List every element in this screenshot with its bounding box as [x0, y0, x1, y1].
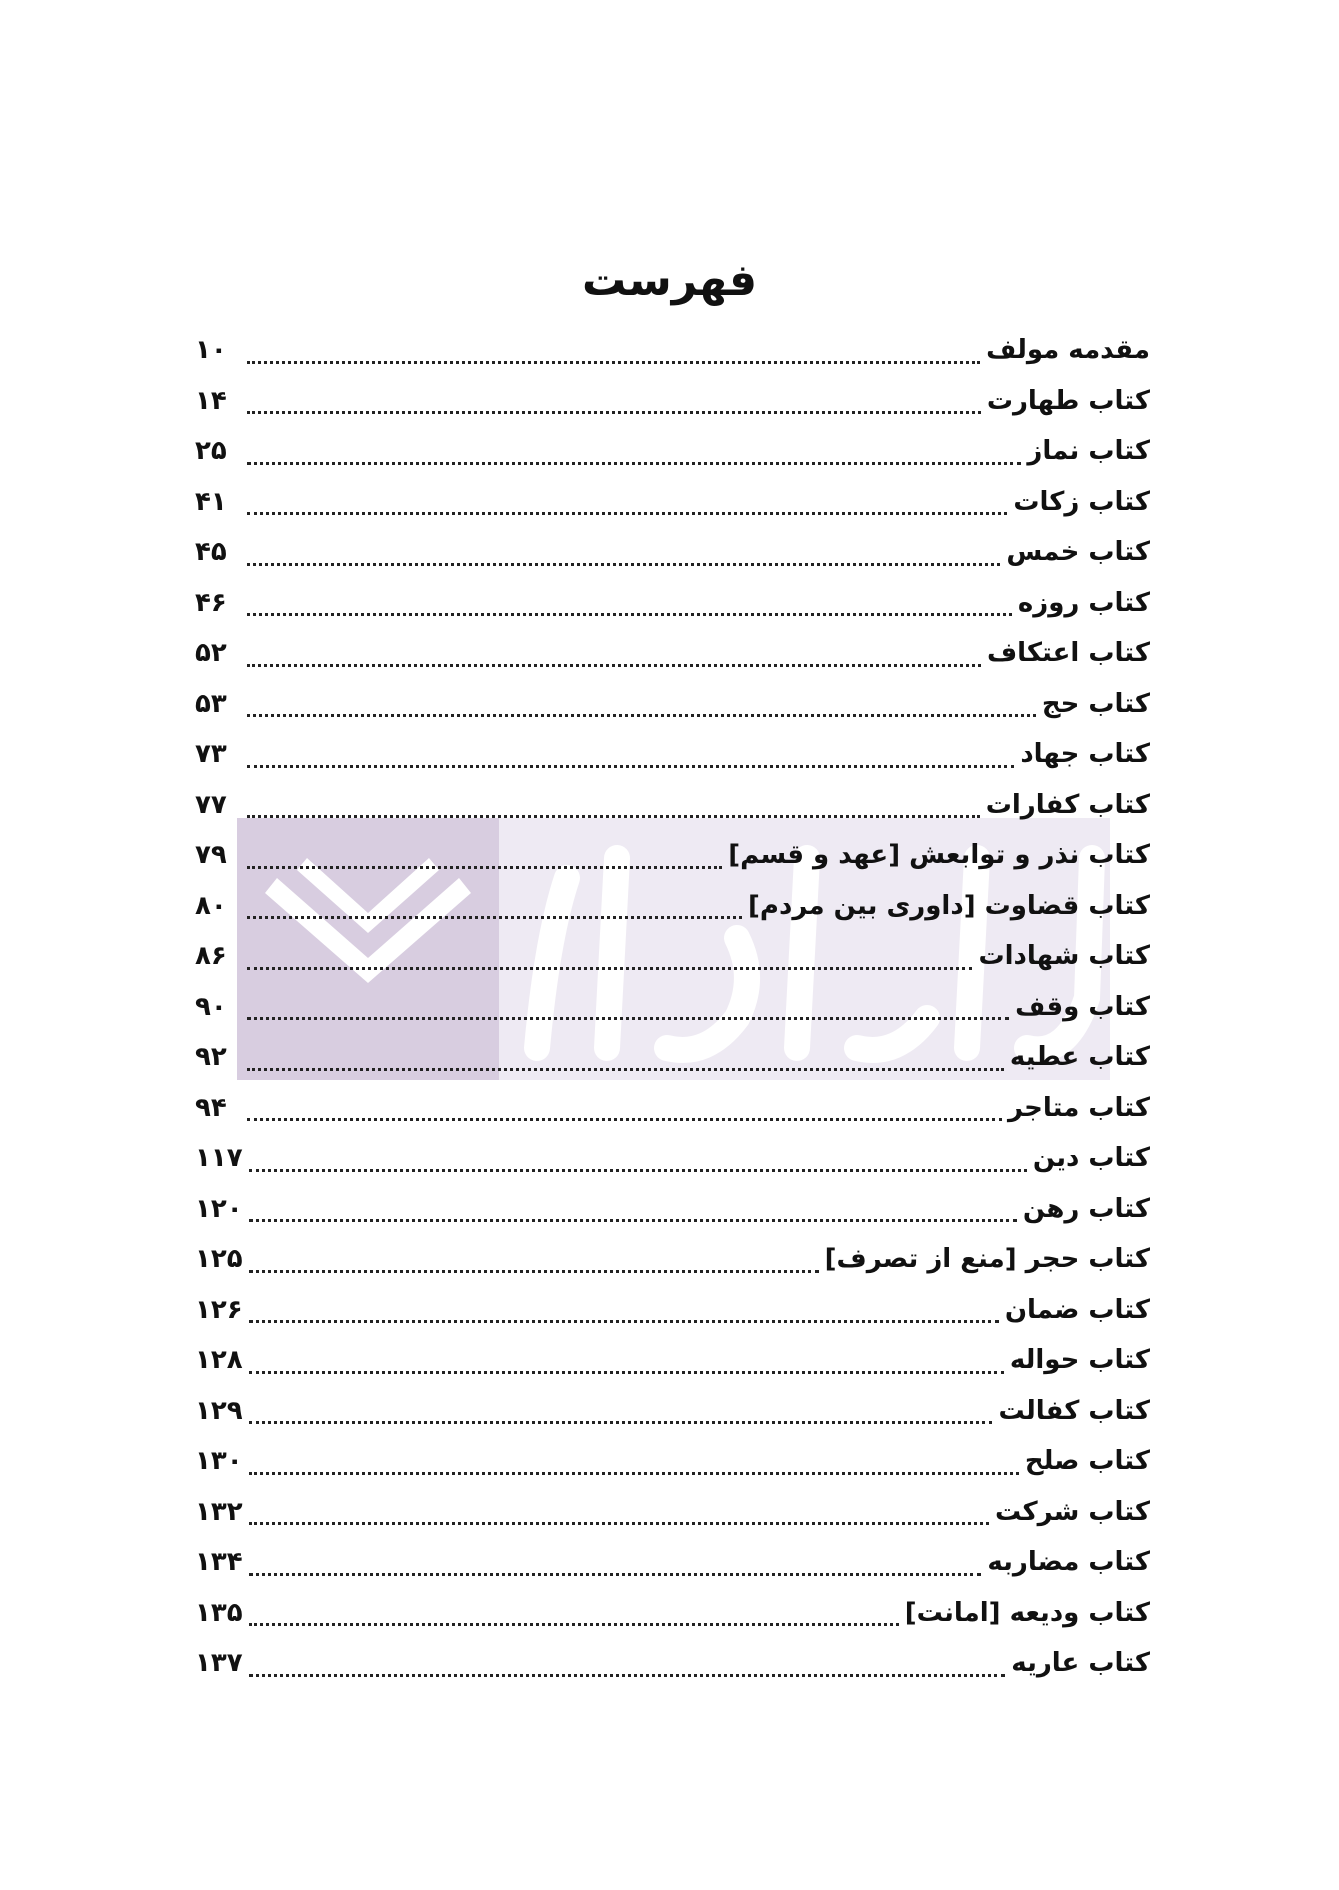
toc-entry-title: کتاب اعتکاف [986, 638, 1150, 669]
toc-entry-title: کتاب حجر [منع از تصرف] [824, 1244, 1150, 1275]
toc-entry-title: کتاب حواله [1009, 1345, 1150, 1376]
toc-leader-dots [247, 916, 742, 919]
toc-entry-title: کتاب جهاد [1020, 739, 1150, 770]
toc-row [195, 729, 1150, 780]
toc-entry-page: ۱۲۸ [195, 1345, 243, 1376]
toc-entry-title: کتاب خمس [1006, 537, 1150, 568]
toc-row [195, 931, 1150, 982]
toc-leader-dots [247, 613, 1012, 616]
toc-leader-dots [247, 866, 722, 869]
toc-row [195, 982, 1150, 1033]
toc-entry-title: کتاب وقف [1015, 991, 1150, 1022]
toc-entry-page: ۱۲۶ [195, 1294, 243, 1325]
toc-entry-page: ۹۴ [195, 1092, 227, 1123]
toc-row [195, 1487, 1150, 1538]
toc-entry-page: ۱۲۹ [195, 1395, 243, 1426]
toc-leader-dots [247, 361, 980, 364]
toc-entry-page: ۱۳۷ [195, 1648, 243, 1679]
toc-entry-page: ۹۰ [195, 991, 227, 1022]
toc-leader-dots [249, 1421, 993, 1424]
toc-entry-page: ۱۳۰ [195, 1446, 243, 1477]
toc-row [195, 376, 1150, 427]
toc-entry-page: ۵۲ [195, 638, 227, 669]
toc-entry-page: ۱۴ [195, 385, 227, 416]
toc-leader-dots [247, 967, 972, 970]
toc-entry-title: کتاب ضمان [1004, 1294, 1150, 1325]
toc-leader-dots [249, 1472, 1019, 1475]
toc-entry-page: ۵۳ [195, 688, 227, 719]
toc-entry-page: ۷۷ [195, 789, 227, 820]
toc-entry-title: کتاب روزه [1017, 587, 1150, 618]
toc-entry-title: کتاب کفارات [985, 789, 1150, 820]
toc-entry-page: ۱۰ [195, 335, 227, 366]
toc-entry-page: ۷۹ [195, 840, 227, 871]
toc-leader-dots [249, 1320, 999, 1323]
toc-leader-dots [249, 1169, 1027, 1172]
toc-row [195, 881, 1150, 932]
toc-leader-dots [249, 1371, 1004, 1374]
page-title: فهرست [581, 255, 758, 306]
toc-row [195, 1285, 1150, 1336]
toc-leader-dots [247, 1017, 1009, 1020]
toc-leader-dots [247, 563, 1000, 566]
toc-entry-title: کتاب صلح [1024, 1446, 1150, 1477]
toc-row [195, 628, 1150, 679]
toc-leader-dots [247, 512, 1007, 515]
toc-leader-dots [247, 765, 1014, 768]
toc-entry-page: ۱۳۴ [195, 1547, 243, 1578]
toc-row [195, 527, 1150, 578]
table-of-contents [195, 325, 1150, 1689]
toc-row [195, 1335, 1150, 1386]
toc-row [195, 1032, 1150, 1083]
toc-row [195, 578, 1150, 629]
toc-row [195, 1184, 1150, 1235]
toc-leader-dots [247, 1118, 1002, 1121]
toc-entry-title: مقدمه مولف [986, 335, 1150, 366]
toc-entry-page: ۸۶ [195, 941, 227, 972]
toc-leader-dots [247, 411, 981, 414]
toc-entry-title: کتاب عطیه [1009, 1042, 1150, 1073]
toc-leader-dots [247, 1068, 1004, 1071]
toc-row [195, 1588, 1150, 1639]
toc-entry-page: ۴۵ [195, 537, 227, 568]
toc-entry-page: ۷۳ [195, 739, 227, 770]
toc-row [195, 1386, 1150, 1437]
toc-leader-dots [247, 815, 980, 818]
toc-row [195, 1133, 1150, 1184]
toc-entry-title: کتاب شهادات [978, 941, 1150, 972]
toc-entry-title: کتاب قضاوت [داوری بین مردم] [748, 890, 1150, 921]
toc-row [195, 1436, 1150, 1487]
toc-entry-title: کتاب رهن [1022, 1193, 1150, 1224]
toc-row [195, 1234, 1150, 1285]
toc-row [195, 1537, 1150, 1588]
toc-entry-title: کتاب متاجر [1007, 1092, 1150, 1123]
toc-entry-title: کتاب نذر و توابعش [عهد و قسم] [728, 840, 1150, 871]
toc-leader-dots [249, 1674, 1006, 1677]
toc-entry-page: ۱۲۵ [195, 1244, 243, 1275]
toc-entry-title: کتاب حج [1041, 688, 1150, 719]
toc-entry-title: کتاب ودیعه [امانت] [904, 1597, 1150, 1628]
toc-entry-title: کتاب زکات [1013, 486, 1150, 517]
toc-entry-page: ۱۳۵ [195, 1597, 243, 1628]
toc-row [195, 780, 1150, 831]
toc-entry-page: ۴۱ [195, 486, 227, 517]
toc-entry-page: ۴۶ [195, 587, 227, 618]
toc-row [195, 1083, 1150, 1134]
toc-entry-title: کتاب شرکت [994, 1496, 1150, 1527]
toc-entry-title: کتاب مضاربه [987, 1547, 1150, 1578]
toc-leader-dots [247, 714, 1036, 717]
toc-row [195, 325, 1150, 376]
toc-leader-dots [249, 1522, 989, 1525]
toc-row [195, 679, 1150, 730]
toc-leader-dots [247, 664, 981, 667]
toc-row [195, 830, 1150, 881]
toc-entry-page: ۱۳۲ [195, 1496, 243, 1527]
toc-leader-dots [249, 1623, 899, 1626]
toc-row [195, 477, 1150, 528]
toc-entry-title: کتاب دین [1032, 1143, 1150, 1174]
toc-leader-dots [249, 1270, 819, 1273]
toc-row [195, 426, 1150, 477]
toc-entry-title: کتاب عاریه [1011, 1648, 1150, 1679]
toc-entry-page: ۹۲ [195, 1042, 227, 1073]
toc-entry-title: کتاب کفالت [998, 1395, 1150, 1426]
toc-entry-page: ۲۵ [195, 436, 227, 467]
toc-entry-page: ۱۲۰ [195, 1193, 243, 1224]
toc-leader-dots [249, 1219, 1017, 1222]
toc-entry-title: کتاب نماز [1027, 436, 1150, 467]
toc-entry-title: کتاب طهارت [986, 385, 1150, 416]
toc-entry-page: ۱۱۷ [195, 1143, 243, 1174]
toc-leader-dots [247, 462, 1021, 465]
toc-row [195, 1638, 1150, 1689]
toc-entry-page: ۸۰ [195, 890, 227, 921]
toc-leader-dots [249, 1573, 982, 1576]
